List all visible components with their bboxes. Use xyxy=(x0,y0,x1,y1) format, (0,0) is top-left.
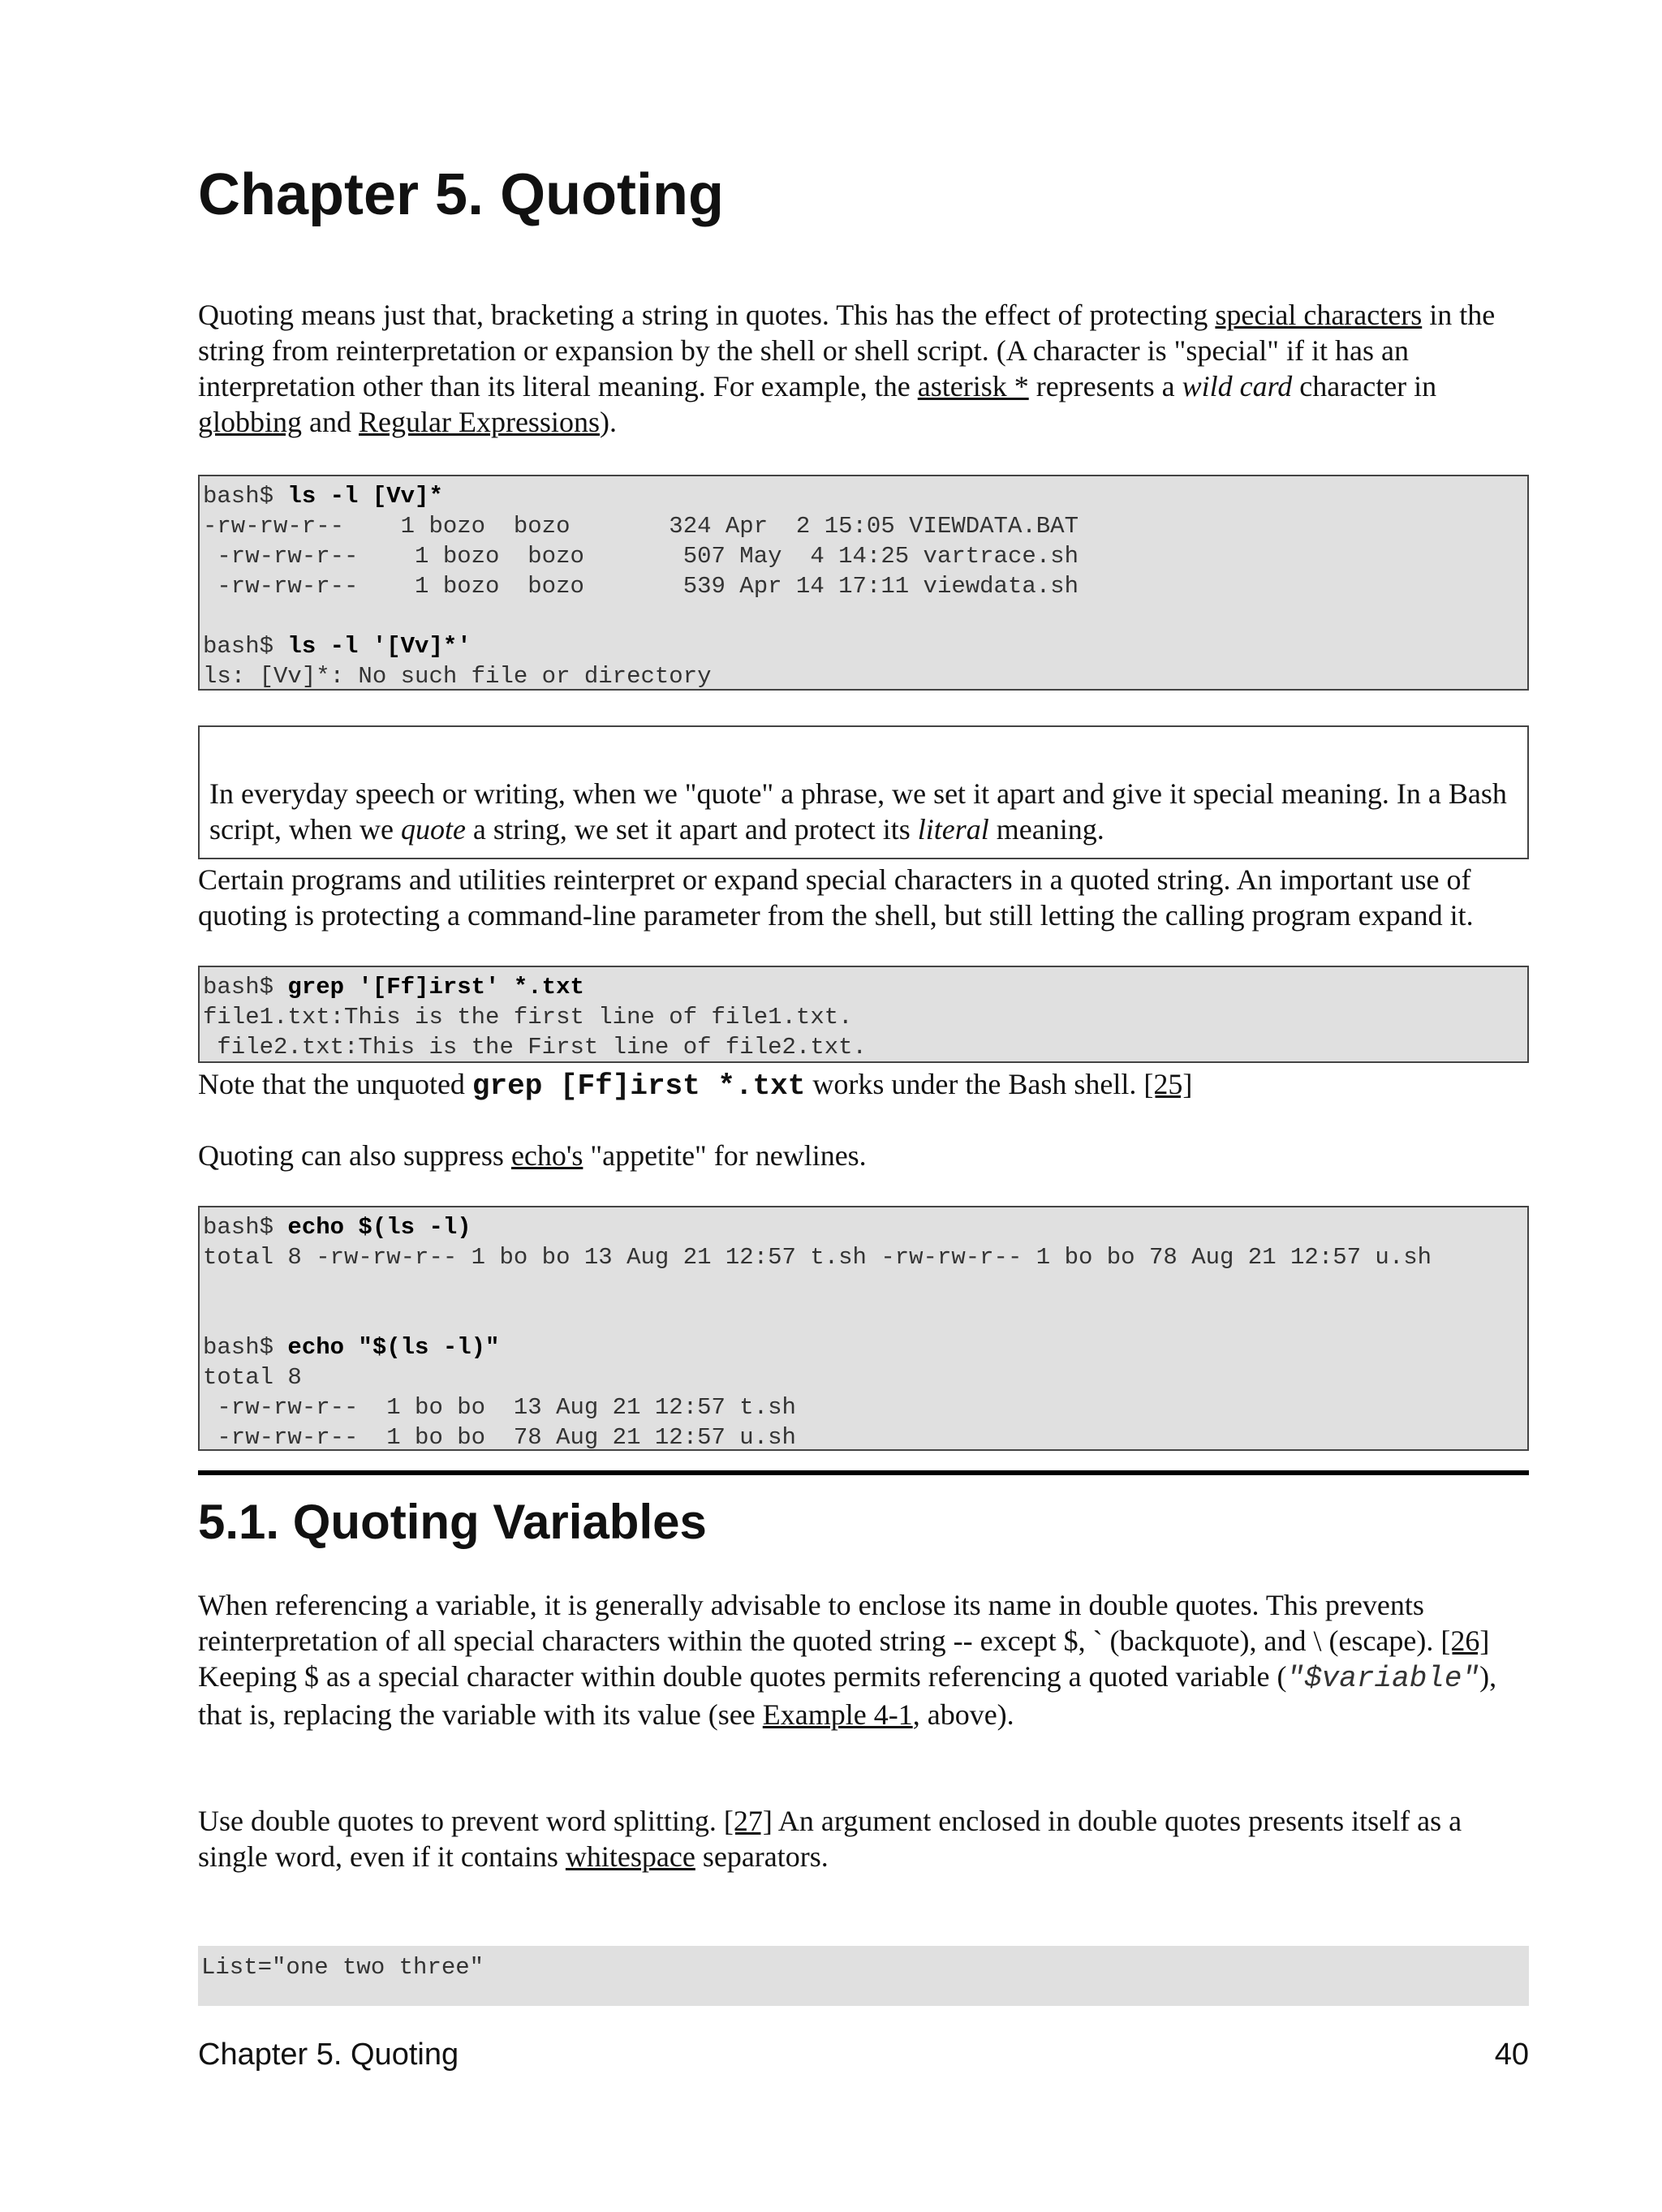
intro-paragraph: Quoting means just that, bracketing a string in quotes. This has the effect of protecting special characters in the string from reinterpretation or expansion by the shell or shell script. (A character is "special" if it has an interpretation other than its literal meaning. For example, the asterisk * represents a wild card character in globbing and Regular Expressions). xyxy=(198,299,1496,438)
screen-echo-example: bash$ echo $(ls -l) total 8 -rw-rw-r-- 1 bo bo 13 Aug 21 12:57 t.sh -rw-rw-r-- 1 bo bo 78 Aug 21 12:57 u.sh bash$ echo "$(ls -l)" total 8 -rw-rw-r-- 1 bo bo 13 Aug 21 12:57 t.sh -rw-rw-r-- 1 bo bo 78 Aug 21 12:57 u.sh xyxy=(198,1206,1529,1451)
paragraph-word-splitting: Use double quotes to prevent word splitting. [27] An argument enclosed in double quotes presents itself as a single word, even if it contains whitespace separators. xyxy=(198,1805,1462,1873)
section-title: 5.1. Quoting Variables xyxy=(198,1495,707,1549)
inline-code-grep: grep [Ff]irst *.txt xyxy=(471,1069,806,1103)
footnote-26-link[interactable]: [26] xyxy=(1440,1625,1490,1657)
example-4-1-link[interactable]: Example 4-1 xyxy=(762,1698,913,1731)
page-number: 40 xyxy=(1494,2038,1529,2072)
note-box: In everyday speech or writing, when we "quote" a phrase, we set it apart and give it special meaning. In a Bash script, when we quote a string, we set it apart and protect its literal meaning. xyxy=(198,725,1529,859)
globbing-link[interactable]: globbing xyxy=(198,406,303,438)
echo-link[interactable]: echo's xyxy=(510,1139,583,1172)
footer-chapter-title: Chapter 5. Quoting xyxy=(198,2038,459,2072)
paragraph-quoting-variables: When referencing a variable, it is generally advisable to enclose its name in double quotes. This prevents reinterpretation of all special characters within the quoted string -- except $, ` (backquote), and \ (escape). [26] Keeping $ as a special character within double quotes permits referencing a quoted variable ("$variable"), that is, replacing the variable with its value (see Example 4-1, above). xyxy=(198,1589,1497,1731)
paragraph-note-unquoted: Note that the unquoted grep [Ff]irst *.txt works under the Bash shell. [25] xyxy=(198,1068,1193,1103)
inline-code-variable: "$variable" xyxy=(1286,1662,1480,1695)
screen-grep-example: bash$ grep '[Ff]irst' *.txt file1.txt:This is the first line of file1.txt. file2.txt:This is the First line of file2.txt. xyxy=(198,966,1529,1063)
asterisk-link[interactable]: asterisk * xyxy=(917,370,1029,402)
screen-ls-example: bash$ ls -l [Vv]* -rw-rw-r-- 1 bozo bozo 324 Apr 2 15:05 VIEWDATA.BAT -rw-rw-r-- 1 bozo bozo 507 May 4 14:25 vartrace.sh -rw-rw-r-- 1 bozo bozo 539 Apr 14 17:11 viewdata.sh bash$ ls -l '[Vv]*' ls: [Vv]*: No such file or directory xyxy=(198,475,1529,691)
chapter-title: Chapter 5. Quoting xyxy=(198,162,724,227)
section-divider xyxy=(198,1470,1529,1475)
regular-expressions-link[interactable]: Regular Expressions xyxy=(359,406,600,438)
paragraph-echo: Quoting can also suppress echo's "appetite" for newlines. xyxy=(198,1139,867,1172)
footnote-27-link[interactable]: [27] xyxy=(723,1805,773,1837)
code-list-assignment: List="one two three" xyxy=(198,1946,1529,2006)
paragraph-programs: Certain programs and utilities reinterpret or expand special characters in a quoted string. An important use of quoting is protecting a command-line parameter from the shell, but still letting the calling program expand it. xyxy=(198,863,1474,932)
special-characters-link[interactable]: special characters xyxy=(1215,299,1423,331)
whitespace-link[interactable]: whitespace xyxy=(565,1840,695,1873)
footnote-25-link[interactable]: [25] xyxy=(1143,1068,1193,1100)
